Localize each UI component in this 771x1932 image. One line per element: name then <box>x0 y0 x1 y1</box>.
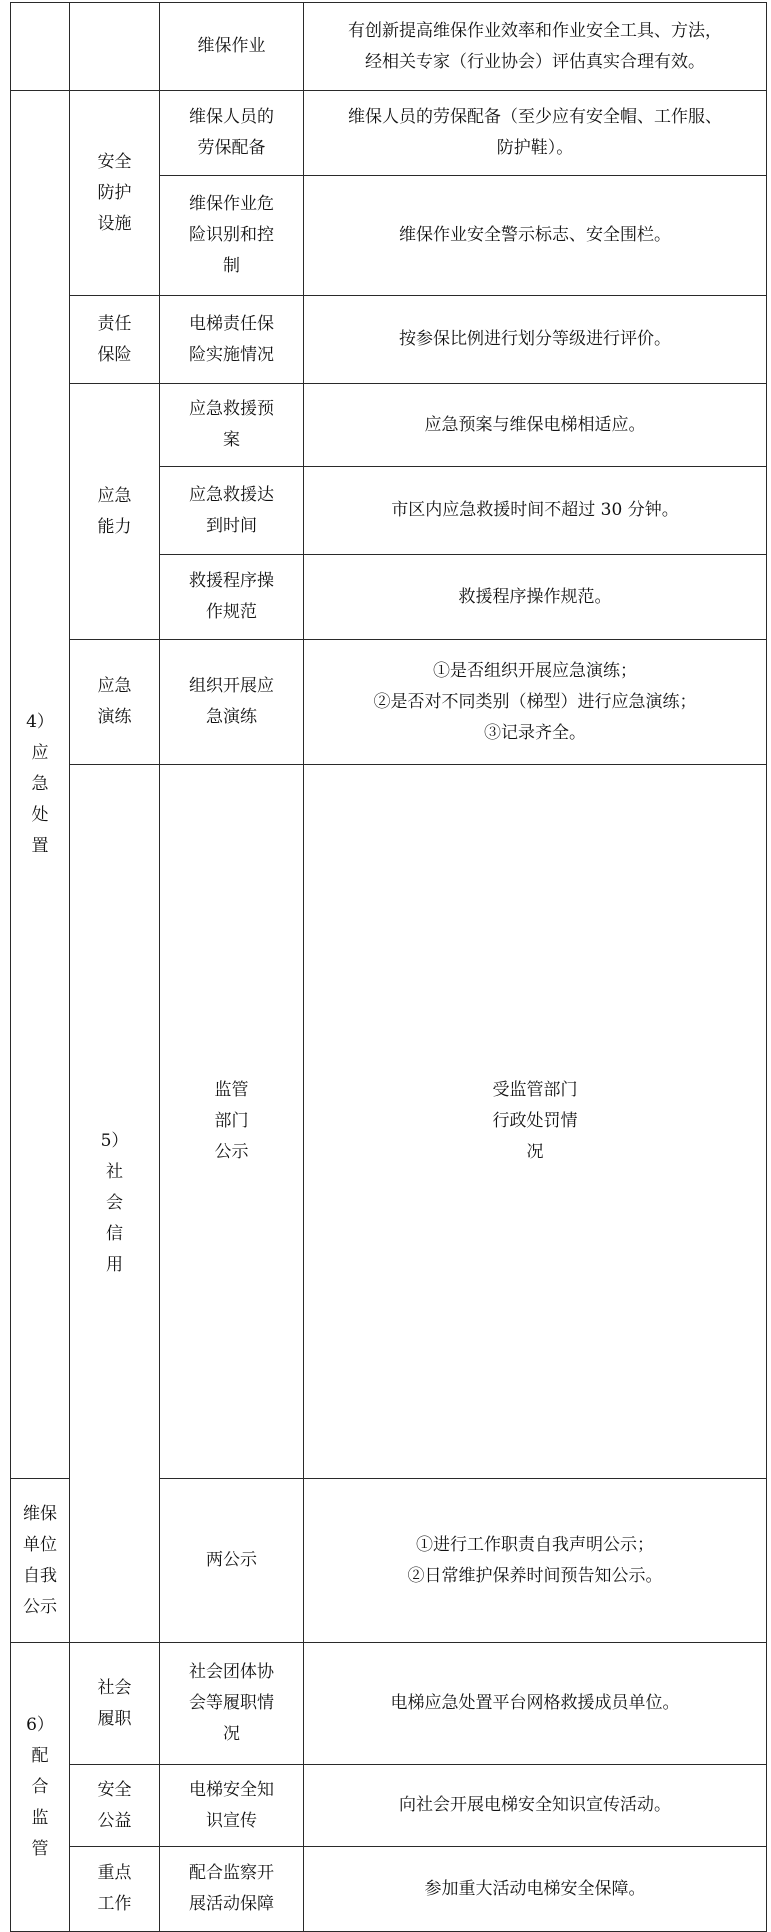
criteria-cell: 维保人员的劳保配备（至少应有安全帽、工作服、 防护鞋）。 <box>304 91 767 176</box>
criteria-cell: 市区内应急救援时间不超过 30 分钟。 <box>304 467 767 555</box>
item-cell: 维保作业危 险识别和控 制 <box>160 176 304 296</box>
criteria-cell: 参加重大活动电梯安全保障。 <box>304 1847 767 1932</box>
category-cell-regulator-disclosure: 监管 部门 公示 <box>160 765 304 1479</box>
table-row <box>11 91 767 176</box>
category-cell-emergency-drill: 应急 演练 <box>70 640 160 765</box>
category-cell-self-disclosure: 维保 单位 自我 公示 <box>11 1479 70 1643</box>
item-cell: 社会团体协 会等履职情 况 <box>160 1643 304 1765</box>
item-cell: 配合监察开 展活动保障 <box>160 1847 304 1932</box>
item-cell: 维保人员的 劳保配备 <box>160 91 304 176</box>
category-cell-liability-insurance: 责任 保险 <box>70 296 160 384</box>
item-cell: 两公示 <box>160 1479 304 1643</box>
category-cell-key-work: 重点 工作 <box>70 1847 160 1932</box>
criteria-cell: ①进行工作职责自我声明公示； ②日常维护保养时间预告知公示。 <box>304 1479 767 1643</box>
group-cell <box>11 3 70 91</box>
criteria-cell: 电梯应急处置平台网格救援成员单位。 <box>304 1643 767 1765</box>
group-cell-cooperate-supervision: 6） 配 合 监 管 <box>11 1643 70 1932</box>
criteria-cell: 应急预案与维保电梯相适应。 <box>304 384 767 467</box>
item-cell: 应急救援达 到时间 <box>160 467 304 555</box>
document-page <box>10 2 767 1932</box>
table-row <box>11 384 767 467</box>
item-cell: 电梯安全知 识宣传 <box>160 1765 304 1847</box>
criteria-cell: 按参保比例进行划分等级进行评价。 <box>304 296 767 384</box>
table-row <box>11 765 767 1479</box>
group-cell-emergency: 4） 应 急 处 置 <box>11 91 70 1479</box>
table-row <box>11 640 767 765</box>
criteria-cell: 向社会开展电梯安全知识宣传活动。 <box>304 1765 767 1847</box>
table-row <box>11 1765 767 1847</box>
criteria-cell: 有创新提高维保作业效率和作业安全工具、方法， 经相关专家（行业协会）评估真实合理有效。 <box>304 3 767 91</box>
category-cell-safety-protection: 安全 防护 设施 <box>70 91 160 296</box>
item-cell: 应急救援预 案 <box>160 384 304 467</box>
category-cell-social-duty: 社会 履职 <box>70 1643 160 1765</box>
criteria-cell: ①是否组织开展应急演练； ②是否对不同类别（梯型）进行应急演练； ③记录齐全。 <box>304 640 767 765</box>
table-row <box>11 1643 767 1765</box>
item-cell: 救援程序操 作规范 <box>160 555 304 640</box>
category-cell-safety-public-welfare: 安全 公益 <box>70 1765 160 1847</box>
criteria-cell: 救援程序操作规范。 <box>304 555 767 640</box>
item-cell: 组织开展应 急演练 <box>160 640 304 765</box>
evaluation-criteria-table <box>10 2 767 1932</box>
item-cell: 维保作业 <box>160 3 304 91</box>
group-cell-social-credit: 5） 社 会 信 用 <box>70 765 160 1643</box>
table-row <box>11 296 767 384</box>
category-cell <box>70 3 160 91</box>
category-cell-emergency-capability: 应急 能力 <box>70 384 160 640</box>
item-cell: 电梯责任保 险实施情况 <box>160 296 304 384</box>
table-row <box>11 1847 767 1932</box>
table-row <box>11 3 767 91</box>
item-cell: 受监管部门 行政处罚情 况 <box>304 765 767 1479</box>
criteria-cell: 维保作业安全警示标志、安全围栏。 <box>304 176 767 296</box>
